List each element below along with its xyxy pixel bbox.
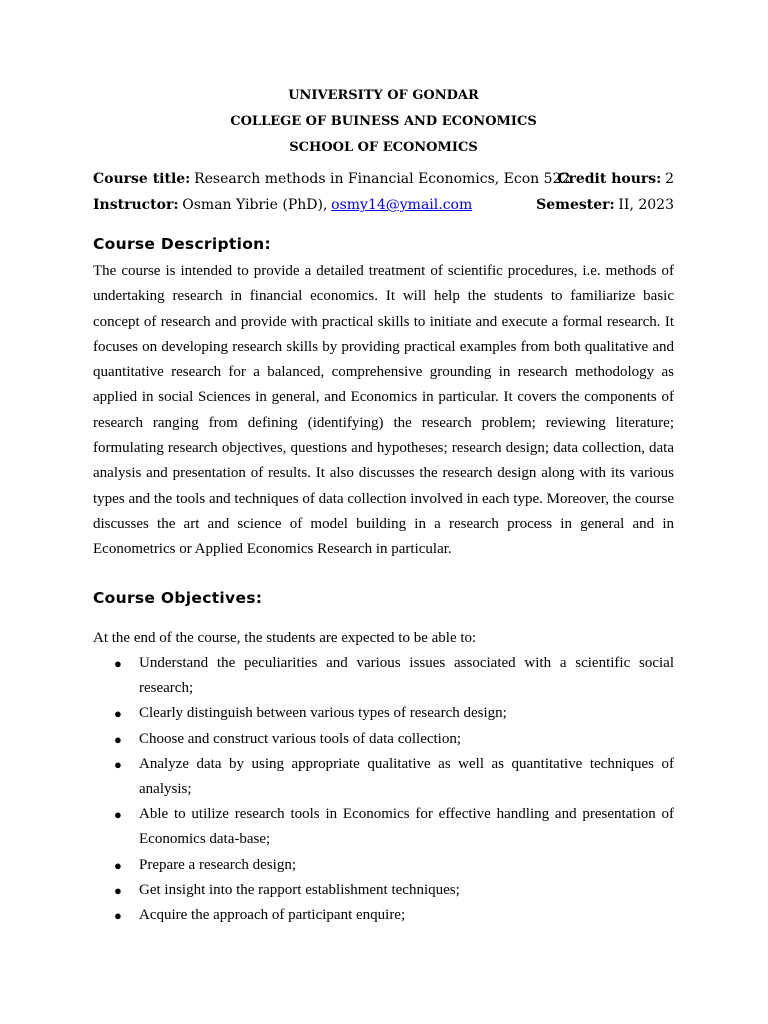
school-name: SCHOOL OF ECONOMICS bbox=[289, 140, 478, 155]
instructor-row bbox=[93, 197, 674, 217]
instructor-label: Instructor: bbox=[93, 197, 179, 213]
university-name: UNIVERSITY OF GONDAR bbox=[288, 88, 479, 103]
course-title-value: Research methods in Financial Economics, Econ 522 bbox=[194, 171, 571, 187]
list-item bbox=[93, 701, 674, 726]
instructor bbox=[93, 197, 472, 214]
bullet-icon: ● bbox=[114, 731, 122, 747]
credit-hours bbox=[557, 171, 674, 188]
objective-text: Analyze data by using appropriate qualitative as well as quantitative techniques of analysis; bbox=[139, 755, 674, 798]
list-item bbox=[93, 853, 674, 878]
list-item bbox=[93, 727, 674, 752]
course-objectives-heading: Course Objectives: bbox=[93, 589, 263, 607]
list-item bbox=[93, 651, 674, 701]
credit-hours-label: Credit hours: bbox=[557, 171, 662, 187]
objective-text: Understand the peculiarities and various issues associated with a scientific social research; bbox=[139, 655, 674, 697]
course-title bbox=[93, 171, 570, 188]
bullet-icon: ● bbox=[114, 882, 122, 898]
objective-text: Prepare a research design; bbox=[139, 856, 297, 873]
semester-label: Semester: bbox=[536, 197, 615, 213]
bullet-icon: ● bbox=[114, 908, 122, 924]
list-item bbox=[93, 903, 674, 928]
list-item bbox=[93, 802, 674, 852]
list-item bbox=[93, 752, 674, 802]
bullet-icon: ● bbox=[114, 756, 122, 772]
bullet-icon: ● bbox=[114, 857, 122, 873]
objective-text: Able to utilize research tools in Economics for effective handling and presentation of Economics data-base; bbox=[139, 806, 674, 848]
objective-text: Acquire the approach of participant enquire; bbox=[139, 907, 406, 924]
course-title-label: Course title: bbox=[93, 171, 191, 187]
objective-text: Get insight into the rapport establishment techniques; bbox=[139, 881, 460, 898]
course-description-text: The course is intended to provide a detailed treatment of scientific procedures, i.e. methods of undertaking research in financial economics. It will help the students to familiarize basic concept of research and provide with practical skills to initiate and execute a formal research. It focuses on developing research skills by providing practical examples from both qualitative and quantitative research for a balanced, comprehensive grounding in research methodology as applied in social Sciences in general, and Economics in particular. It covers the components of research ranging from defining (identifying) the research problem; reviewing literature; formulating research objectives, questions and hypotheses; research design; data collection, data analysis and presentation of results. It also discusses the research design along with its various types and the tools and techniques of data collection involved in each type. Moreover, the course discusses the art and science of model building in a research process in general and in Econometrics or Applied Economics Research in particular. bbox=[93, 263, 674, 558]
objective-text: Clearly distinguish between various types of research design; bbox=[139, 705, 507, 722]
course-title-row bbox=[93, 171, 674, 191]
bullet-icon: ● bbox=[114, 706, 122, 722]
college-name: COLLEGE OF BUINESS AND ECONOMICS bbox=[230, 114, 537, 129]
semester bbox=[536, 197, 674, 214]
instructor-name: Osman Yibrie (PhD), bbox=[182, 197, 328, 213]
instructor-email-link[interactable]: osmy14@ymail.com bbox=[331, 197, 473, 213]
semester-value: II, 2023 bbox=[618, 197, 674, 213]
objective-text: Choose and construct various tools of data collection; bbox=[139, 730, 462, 747]
course-description-heading: Course Description: bbox=[93, 235, 271, 253]
bullet-icon: ● bbox=[114, 656, 122, 671]
credit-hours-value: 2 bbox=[665, 171, 674, 187]
bullet-icon: ● bbox=[114, 807, 122, 823]
objectives-list bbox=[93, 651, 674, 928]
objectives-intro: At the end of the course, the students are expected to be able to: bbox=[93, 630, 477, 646]
list-item bbox=[93, 878, 674, 903]
